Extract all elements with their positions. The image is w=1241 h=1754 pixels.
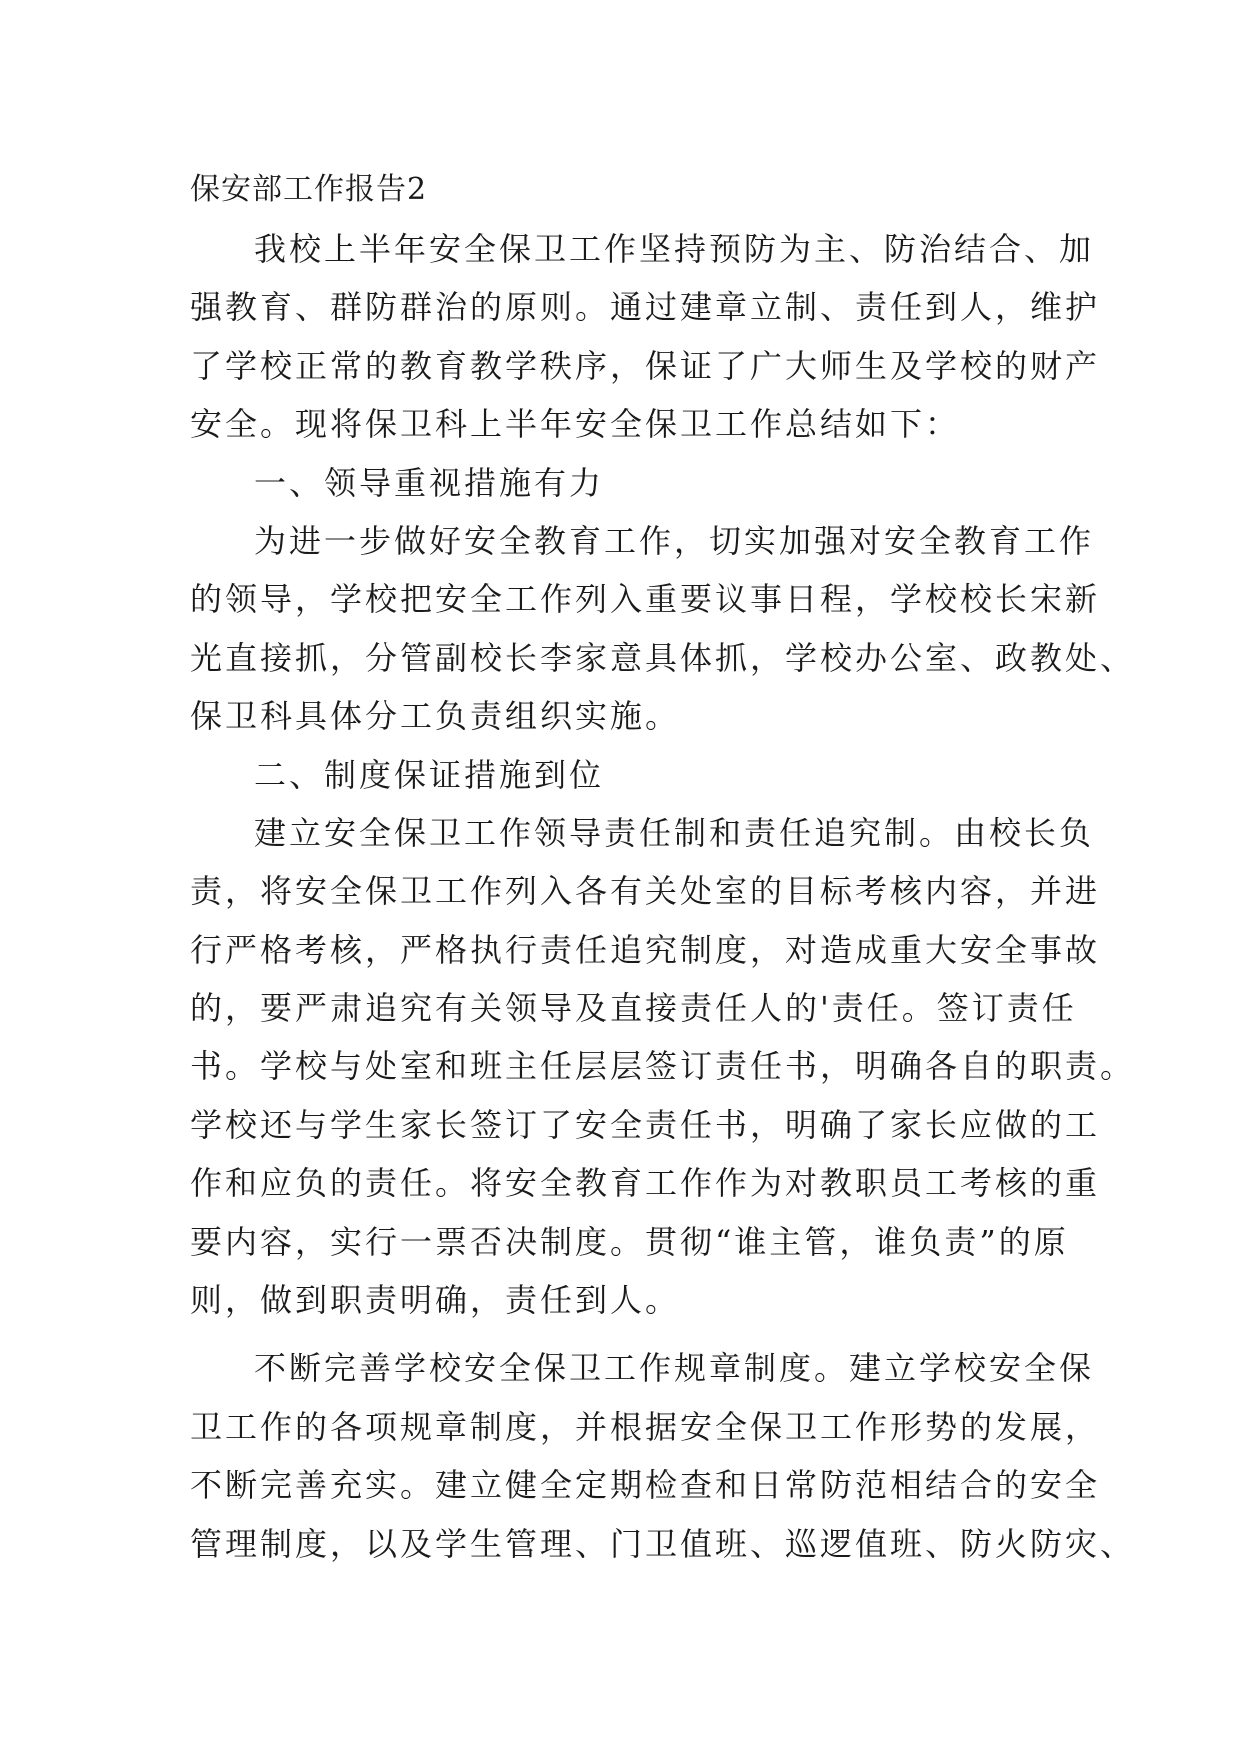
paragraph-line: 责，将安全保卫工作列入各有关处室的目标考核内容，并进 <box>190 872 1101 911</box>
paragraph-line: 强教育、群防群治的原则。通过建章立制、责任到人，维护 <box>190 288 1101 327</box>
paragraph-line: 光直接抓，分管副校长李家意具体抓，学校办公室、政教处、 <box>190 638 1136 677</box>
paragraph <box>190 220 1101 454</box>
document-title: 保安部工作报告2 <box>190 172 428 207</box>
section-heading <box>190 746 1060 804</box>
paragraph <box>190 1339 1136 1573</box>
paragraph-line: 则，做到职责明确，责任到人。 <box>190 1281 681 1320</box>
section-heading-text: 二、制度保证措施到位 <box>254 755 605 794</box>
paragraph-line: 的，要严肃追究有关领导及直接责任人的'责任。签订责任 <box>190 989 1077 1028</box>
paragraph-line: 管理制度，以及学生管理、门卫值班、巡逻值班、防火防灾、 <box>190 1524 1136 1563</box>
paragraph-line: 要内容，实行一票否决制度。贯彻“谁主管，谁负责”的原 <box>190 1222 1069 1261</box>
paragraph-line: 作和应负的责任。将安全教育工作作为对教职员工考核的重 <box>190 1164 1101 1203</box>
paragraph-line: 我校上半年安全保卫工作坚持预防为主、防治结合、加 <box>254 230 1095 268</box>
paragraph-line: 安全。现将保卫科上半年安全保卫工作总结如下： <box>190 405 961 444</box>
document-body <box>190 160 1136 1573</box>
paragraph-line: 不断完善充实。建立健全定期检查和日常防范相结合的安全 <box>190 1466 1101 1505</box>
paragraph <box>190 804 1136 1330</box>
paragraph-line: 的领导，学校把安全工作列入重要议事日程，学校校长宋新 <box>190 580 1101 619</box>
paragraph-line: 行严格考核，严格执行责任追究制度，对造成重大安全事故 <box>190 930 1101 969</box>
paragraph-line: 书。学校与处室和班主任层层签订责任书，明确各自的职责。 <box>190 1047 1136 1086</box>
paragraph-line: 建立安全保卫工作领导责任制和责任追究制。由校长负 <box>254 813 1095 852</box>
paragraph-spacer <box>190 1329 1060 1339</box>
paragraph-line: 了学校正常的教育教学秩序，保证了广大师生及学校的财产 <box>190 346 1101 385</box>
paragraph <box>190 512 1136 746</box>
paragraph-line: 学校还与学生家长签订了安全责任书，明确了家长应做的工 <box>190 1105 1101 1144</box>
paragraph-line: 卫工作的各项规章制度，并根据安全保卫工作形势的发展， <box>190 1407 1101 1446</box>
section-heading-text: 一、领导重视措施有力 <box>254 463 605 502</box>
paragraph-line: 保卫科具体分工负责组织实施。 <box>190 697 681 736</box>
paragraph-line: 不断完善学校安全保卫工作规章制度。建立学校安全保 <box>254 1349 1095 1388</box>
section-heading <box>190 454 1060 512</box>
paragraph-line: 为进一步做好安全教育工作，切实加强对安全教育工作 <box>254 521 1095 560</box>
